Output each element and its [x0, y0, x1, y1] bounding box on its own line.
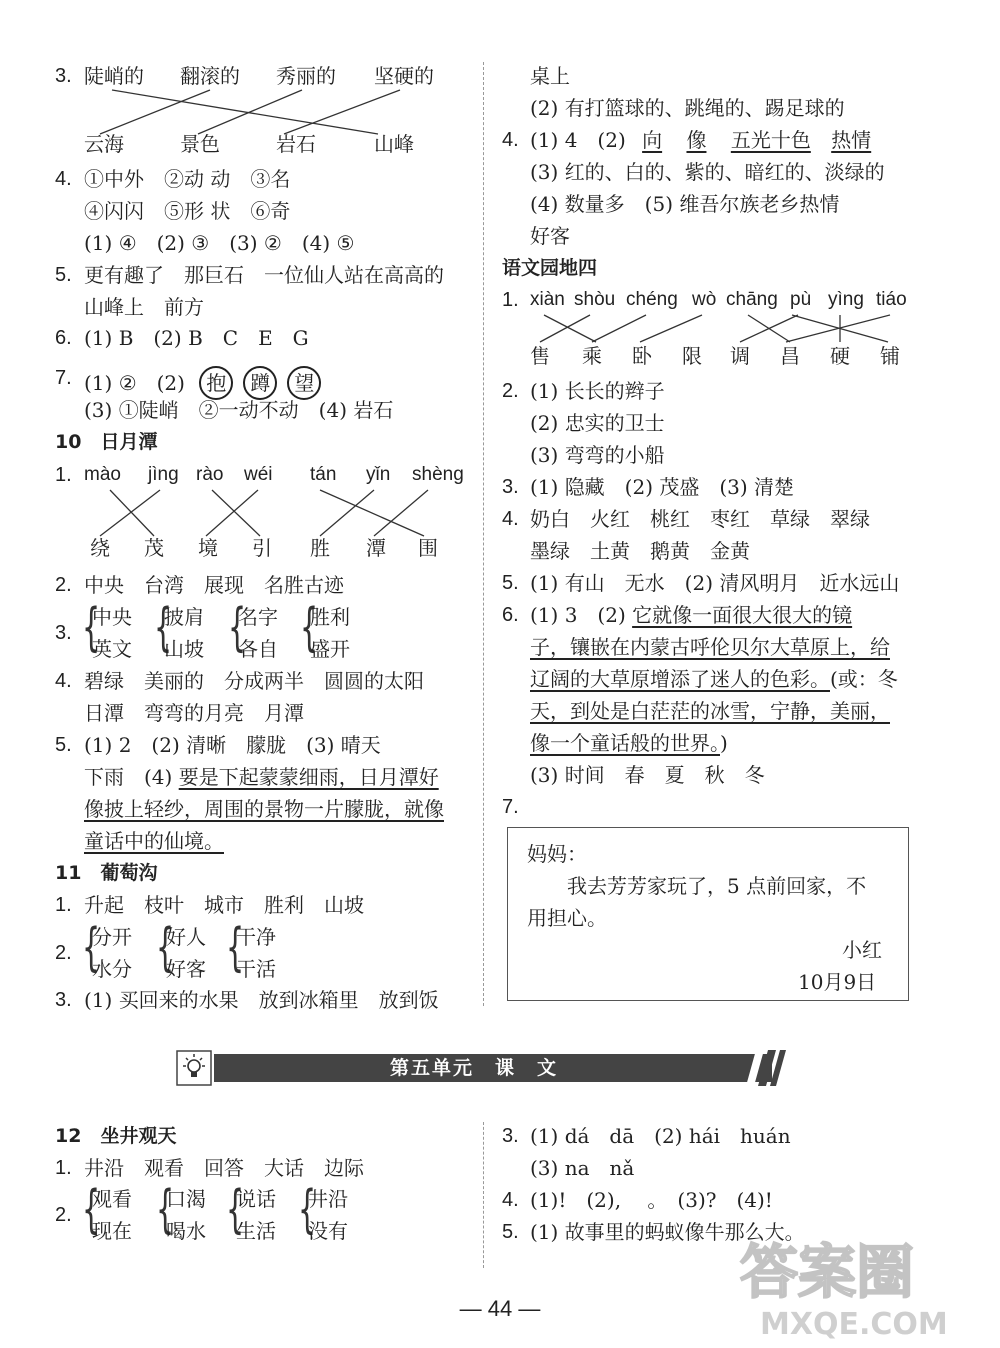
banner-slash-decoration [736, 1050, 786, 1086]
u5-q3-line: (3) na nǎ [530, 1156, 635, 1180]
r-q4-line: 好客 [530, 224, 570, 248]
s10-q2-number: 2. [55, 574, 72, 596]
pair-word: 山坡 [164, 637, 204, 661]
pair-word: 名字 [238, 605, 278, 629]
pair-word: 喝水 [166, 1219, 206, 1243]
q4-line: ①中外 ②动 动 ③名 [84, 167, 291, 191]
u5-q3-line: (1) dá dā (2) hái huán [530, 1124, 791, 1148]
pair-word: 中央 [92, 605, 132, 629]
pair-word: 英文 [92, 637, 132, 661]
circled-char: 抱 [199, 366, 233, 400]
u5-q5-line: (1) 故事里的蚂蚁像牛那么大。 [530, 1220, 805, 1244]
u5-q5-number: 5. [502, 1221, 519, 1243]
pair-word: 胜利 [310, 605, 350, 629]
svg-text:MXQE.COM: MXQE.COM [760, 1307, 948, 1342]
section-title: 10 日月潭 [55, 431, 158, 453]
g-q5-number: 5. [502, 572, 519, 594]
g-q6-part: (1) 3 (2) [530, 603, 626, 627]
s11-q3-number: 3. [55, 989, 72, 1011]
g-q4-line: 奶白 火红 桃红 枣红 草绿 翠绿 [530, 507, 870, 531]
u5-q3-number: 3. [502, 1125, 519, 1147]
watermark-logo [720, 1222, 990, 1342]
hanzi: 售 [530, 344, 550, 368]
q6-number: 6. [55, 327, 72, 349]
page-number: — 44 — [459, 1296, 541, 1321]
s11-q3-line: (1) 买回来的水果 放到冰箱里 放到饭 [84, 988, 439, 1012]
pinyin: mào [84, 464, 121, 485]
pinyin: rào [196, 464, 224, 485]
g-q1-matching-lines [0, 0, 1000, 400]
q7-line: (3) ①陡峭 ②一动不动 (4) 岩石 [84, 398, 394, 422]
note-signature: 小红 [842, 938, 882, 962]
brace-icon: { [82, 918, 101, 978]
g-q2-number: 2. [502, 380, 519, 402]
r-q4-line: (4) 数量多 (5) 维吾尔族老乡热情 [530, 192, 840, 216]
q3-bottom-word: 山峰 [374, 132, 414, 156]
note-greeting: 妈妈： [527, 842, 587, 866]
g-q2-line: (2) 忠实的卫士 [530, 411, 665, 435]
pinyin: jìng [148, 464, 179, 485]
s10-q4-line: 日潭 弯弯的月亮 月潭 [84, 701, 304, 725]
continued-line: 桌上 [530, 64, 570, 88]
section-title: 12 坐井观天 [55, 1125, 177, 1147]
s11-q2-number: 2. [55, 942, 72, 964]
pinyin: shòu [574, 289, 616, 310]
r-q4-line: (3) 红的、白的、紫的、暗红的、淡绿的 [530, 160, 885, 184]
brace-icon: { [226, 918, 245, 978]
s10-q5-line: (1) 2 (2) 清晰 朦胧 (3) 晴天 [84, 733, 381, 757]
s10-q5-part: 下雨 (4) [84, 765, 173, 789]
underlined-answer: 五光十色 [730, 128, 811, 152]
g-q6-line [530, 603, 852, 627]
hanzi: 胜 [310, 536, 330, 560]
hanzi: 硬 [830, 344, 850, 368]
g-q3-line: (1) 隐藏 (2) 茂盛 (3) 清楚 [530, 475, 795, 499]
pair-word: 生活 [236, 1219, 276, 1243]
brace-icon: { [298, 1180, 317, 1240]
hanzi: 调 [730, 344, 750, 368]
g-q1-number: 1. [502, 289, 519, 311]
pinyin: tán [310, 464, 337, 485]
pair-word: 好客 [166, 957, 206, 981]
hanzi: 限 [682, 344, 702, 368]
pinyin: tiáo [876, 289, 907, 310]
hanzi: 乘 [582, 344, 602, 368]
svg-text:答案圈: 答案圈 [740, 1238, 915, 1306]
brace-icon: { [226, 1180, 245, 1240]
q3-bottom-word: 云海 [84, 132, 124, 156]
s10-q1-number: 1. [55, 464, 72, 486]
g-q4-line: 墨绿 土黄 鹅黄 金黄 [530, 539, 750, 563]
hanzi: 卧 [632, 344, 652, 368]
s10-q2-line: 中央 台湾 展现 名胜古迹 [84, 573, 344, 597]
g-q3-number: 3. [502, 476, 519, 498]
r-q4-part: (1) 4 (2) [530, 128, 626, 152]
column-divider [483, 1122, 484, 1268]
s11-q1-number: 1. [55, 894, 72, 916]
brace-icon: { [156, 1180, 175, 1240]
pair-word: 井沿 [308, 1187, 348, 1211]
s10-q4-line: 碧绿 美丽的 分成两半 圆圆的太阳 [84, 669, 424, 693]
brace-icon: { [82, 598, 101, 658]
pair-word: 说话 [236, 1187, 276, 1211]
hanzi: 境 [198, 536, 218, 560]
hanzi: 引 [252, 536, 272, 560]
underlined-answer: 像披上轻纱，周围的景物一片朦胧，就像 [84, 797, 444, 821]
g-q4-number: 4. [502, 508, 519, 530]
r-q4-number: 4. [502, 129, 519, 151]
note-date: 10月9日 [798, 970, 877, 994]
hanzi: 围 [418, 536, 438, 560]
q5-line: 更有趣了 那巨石 一位仙人站在高高的 [84, 263, 444, 287]
pinyin: wò [692, 289, 717, 310]
q3-top-word: 陡峭的 [84, 64, 144, 88]
g-q6-number: 6. [502, 604, 519, 626]
underlined-answer: 热情 [831, 128, 872, 152]
circled-char: 蹲 [243, 366, 277, 400]
s10-q3-number: 3. [55, 622, 72, 644]
q5-number: 5. [55, 264, 72, 286]
g-q6-part: (或：冬 [830, 667, 898, 691]
q3-number: 3. [55, 65, 72, 87]
pair-word: 各自 [238, 637, 278, 661]
pair-word: 干活 [236, 957, 276, 981]
q3-bottom-word: 景色 [180, 132, 220, 156]
q3-top-word: 秀丽的 [276, 64, 336, 88]
section-title: 语文园地四 [502, 257, 598, 279]
circled-char: 望 [287, 366, 321, 400]
s10-q5-number: 5. [55, 734, 72, 756]
brace-icon: { [154, 598, 173, 658]
pair-word: 水分 [92, 957, 132, 981]
underlined-answer: 向 [642, 128, 663, 152]
q3-top-word: 翻滚的 [180, 64, 240, 88]
u5-q4-line: (1)! (2), 。 (3)? (4)! [530, 1188, 773, 1212]
pair-word: 盛开 [310, 637, 350, 661]
unit-banner [176, 1050, 786, 1086]
pinyin: wéi [244, 464, 273, 485]
pair-word: 好人 [166, 925, 206, 949]
s12-q1-line: 井沿 观看 回答 大话 边际 [84, 1156, 364, 1180]
pinyin: chéng [626, 289, 678, 310]
pair-word: 观看 [92, 1187, 132, 1211]
section-title: 11 葡萄沟 [55, 862, 158, 884]
hanzi: 茂 [144, 536, 164, 560]
hanzi: 昌 [780, 344, 800, 368]
hanzi: 潭 [366, 536, 386, 560]
g-q2-line: (1) 长长的辫子 [530, 379, 665, 403]
g-q5-line: (1) 有山 无水 (2) 清风明月 近水远山 [530, 571, 900, 595]
g-q7-number: 7. [502, 796, 519, 818]
s10-q5-line [84, 765, 439, 789]
g-q6-line [530, 731, 728, 755]
note-body: 用担心。 [527, 906, 607, 930]
pinyin: yìng [828, 289, 864, 310]
underlined-answer: 像一个童话般的世界。 [530, 731, 720, 755]
brace-icon: { [156, 918, 175, 978]
pair-word: 现在 [92, 1219, 132, 1243]
s12-q1-number: 1. [55, 1157, 72, 1179]
u5-q4-number: 4. [502, 1189, 519, 1211]
continued-line: (2) 有打篮球的、跳绳的、踢足球的 [530, 96, 845, 120]
g-q6-line [530, 667, 898, 691]
pinyin: yǐn [366, 464, 391, 485]
pair-word: 披肩 [164, 605, 204, 629]
brace-icon: { [300, 598, 319, 658]
pair-word: 没有 [308, 1219, 348, 1243]
pinyin: shèng [412, 464, 464, 485]
q7-number: 7. [55, 367, 72, 389]
q4-line: (1) ④ (2) ③ (3) ② (4) ⑤ [84, 231, 355, 255]
q4-line: ④闪闪 ⑤形 状 ⑥奇 [84, 199, 291, 223]
banner-title: 第五单元 课 文 [389, 1057, 558, 1079]
underlined-answer: 天，到处是白茫茫的冰雪，宁静，美丽， [530, 699, 890, 723]
q7-part1: (1) ② (2) [84, 371, 185, 395]
brace-icon: { [228, 598, 247, 658]
g-q6-line: (3) 时间 春 夏 秋 冬 [530, 763, 765, 787]
q5-line: 山峰上 前方 [84, 295, 204, 319]
s11-q1-line: 升起 枝叶 城市 胜利 山坡 [84, 893, 364, 917]
s10-q4-number: 4. [55, 670, 72, 692]
pair-word: 口渴 [166, 1187, 206, 1211]
s12-q2-number: 2. [55, 1204, 72, 1226]
pinyin: chāng [726, 289, 778, 310]
lightbulb-icon [176, 1050, 212, 1086]
underlined-answer: 辽阔的大草原增添了迷人的色彩。 [530, 667, 830, 691]
note-body: 我去芳芳家玩了，5 点前回家，不 [567, 874, 867, 898]
pair-word: 干净 [236, 925, 276, 949]
pair-word: 分开 [92, 925, 132, 949]
pinyin: pù [790, 289, 812, 310]
q6-line: (1) B (2) B C E G [84, 326, 309, 350]
q3-top-word: 坚硬的 [374, 64, 434, 88]
underlined-answer: 要是下起蒙蒙细雨，日月潭好 [178, 765, 439, 789]
hanzi: 铺 [880, 344, 900, 368]
q4-number: 4. [55, 168, 72, 190]
pinyin: xiàn [530, 289, 565, 310]
g-q6-part: ) [720, 731, 728, 755]
underlined-answer: 童话中的仙境。 [84, 829, 224, 853]
hanzi: 绕 [90, 536, 110, 560]
underlined-answer: 它就像一面很大很大的镜 [632, 603, 853, 627]
underlined-answer: 子，镶嵌在内蒙古呼伦贝尔大草原上，给 [530, 635, 890, 659]
underlined-answer: 像 [686, 128, 707, 152]
q3-bottom-word: 岩石 [276, 132, 316, 156]
brace-icon: { [82, 1180, 101, 1240]
g-q2-line: (3) 弯弯的小船 [530, 443, 665, 467]
